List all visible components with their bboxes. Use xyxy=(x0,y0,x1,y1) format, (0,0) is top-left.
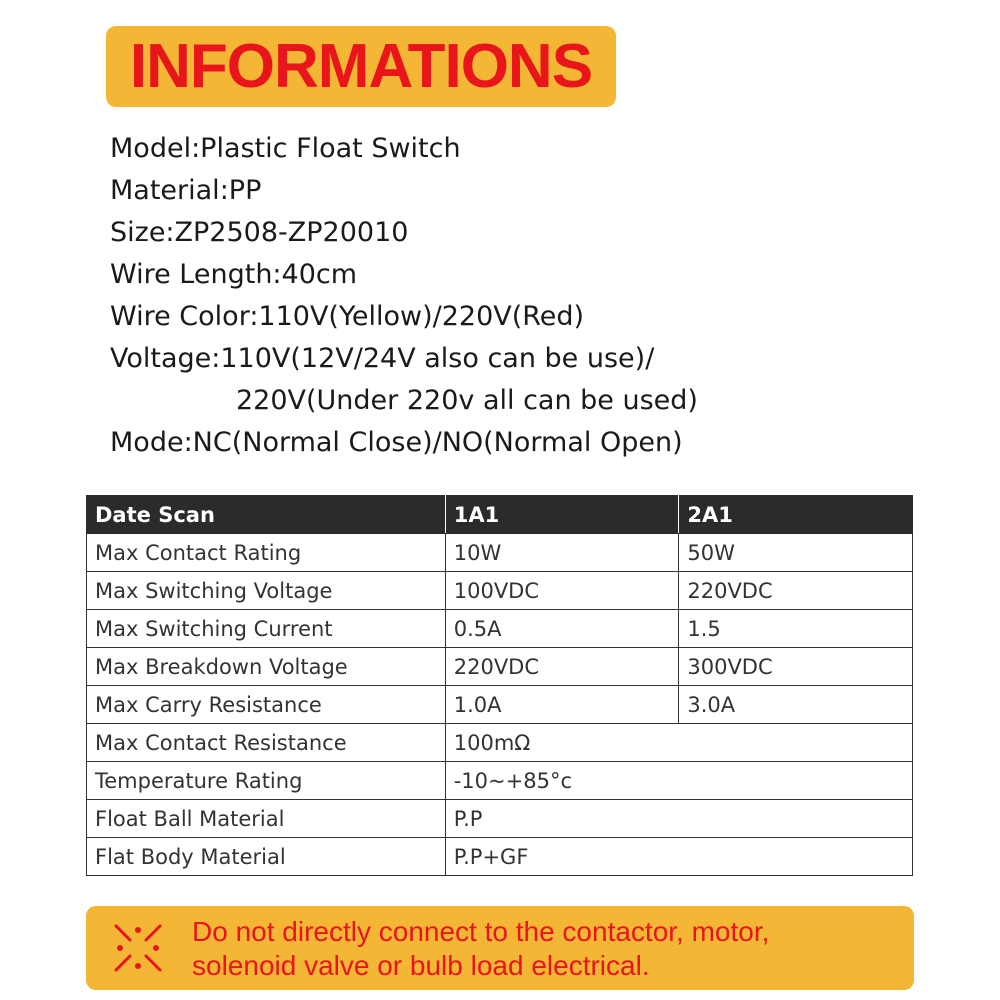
table-row xyxy=(87,800,913,838)
info-wire-length: Wire Length:40cm xyxy=(110,259,358,290)
table-row xyxy=(87,838,913,876)
row-label: Temperature Rating xyxy=(87,762,446,800)
cell-1a1: 220VDC xyxy=(445,648,679,686)
product-info xyxy=(110,128,698,464)
cell-1a1: 0.5A xyxy=(445,610,679,648)
merged-cell: P.P xyxy=(445,800,912,838)
warning-text xyxy=(192,915,769,983)
table-row xyxy=(87,686,913,724)
spec-table xyxy=(86,495,913,876)
table-row xyxy=(87,648,913,686)
banner-title: INFORMATIONS xyxy=(129,32,593,101)
info-material: Material:PP xyxy=(110,175,262,206)
row-label: Max Carry Resistance xyxy=(87,686,446,724)
row-label: Max Contact Rating xyxy=(87,534,446,572)
merged-cell: P.P+GF xyxy=(445,838,912,876)
row-label: Max Contact Resistance xyxy=(87,724,446,762)
cell-2a1: 220VDC xyxy=(679,572,913,610)
table-row xyxy=(87,534,913,572)
cell-1a1: 100VDC xyxy=(445,572,679,610)
merged-cell: -10~+85°c xyxy=(445,762,912,800)
table-row xyxy=(87,762,913,800)
cell-2a1: 50W xyxy=(679,534,913,572)
info-size: Size:ZP2508-ZP20010 xyxy=(110,217,409,248)
warning-line: Do not directly connect to the contactor, motor, xyxy=(192,916,770,947)
cell-2a1: 300VDC xyxy=(679,648,913,686)
row-label: Max Breakdown Voltage xyxy=(87,648,446,686)
warning-banner xyxy=(86,906,914,990)
info-wire-color: Wire Color:110V(Yellow)/220V(Red) xyxy=(110,301,585,332)
row-label: Max Switching Voltage xyxy=(87,572,446,610)
info-voltage: Voltage:110V(12V/24V also can be use)/ xyxy=(110,343,655,374)
table-row xyxy=(87,724,913,762)
info-voltage-continued: 220V(Under 220v all can be used) xyxy=(236,385,698,416)
header-cell: Date Scan xyxy=(87,496,446,534)
cell-1a1: 1.0A xyxy=(445,686,679,724)
merged-cell: 100mΩ xyxy=(445,724,912,762)
table-row xyxy=(87,572,913,610)
row-label: Float Ball Material xyxy=(87,800,446,838)
info-model: Model:Plastic Float Switch xyxy=(110,133,461,164)
info-banner xyxy=(106,26,616,107)
cell-2a1: 3.0A xyxy=(679,686,913,724)
header-cell: 2A1 xyxy=(679,496,913,534)
cross-icon xyxy=(110,920,166,976)
info-mode: Mode:NC(Normal Close)/NO(Normal Open) xyxy=(110,427,683,458)
row-label: Flat Body Material xyxy=(87,838,446,876)
row-label: Max Switching Current xyxy=(87,610,446,648)
cell-1a1: 10W xyxy=(445,534,679,572)
warning-line: solenoid valve or bulb load electrical. xyxy=(192,950,650,981)
table-header-row xyxy=(87,496,913,534)
cell-2a1: 1.5 xyxy=(679,610,913,648)
table-row xyxy=(87,610,913,648)
header-cell: 1A1 xyxy=(445,496,679,534)
